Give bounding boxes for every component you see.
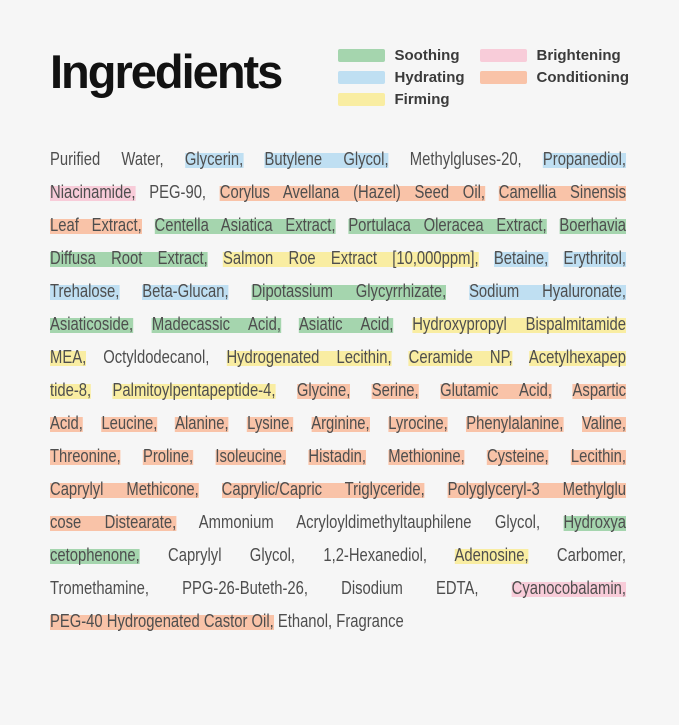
legend-swatch-hydrating [338, 71, 385, 84]
ingredient-highlight-soothing: Asiaticoside, [50, 313, 134, 334]
ingredient-highlight-conditioning: Arginine, [311, 412, 370, 433]
ingredient-highlight-soothing: Hydroxya [563, 511, 626, 532]
ingredient-text: Ethanol, Fragrance [273, 610, 404, 631]
ingredients-line-13 [50, 538, 626, 571]
ingredient-text [229, 412, 248, 433]
legend-item-hydrating [338, 70, 465, 84]
ingredient-text [121, 445, 143, 466]
ingredient-highlight-conditioning: Phenylalanine, [466, 412, 564, 433]
ingredients-line-6 [50, 307, 626, 340]
ingredient-highlight-soothing: Centella Asiatica Extract, [154, 214, 336, 235]
ingredient-text [563, 412, 582, 433]
ingredient-highlight-firming: tide-8, [50, 379, 92, 400]
ingredient-text: Tromethamine, PPG-26-Buteth-26, Disodium EDTA, [50, 577, 512, 598]
ingredient-text [193, 445, 215, 466]
ingredient-highlight-hydrating: Beta-Glucan, [142, 280, 229, 301]
ingredient-highlight-conditioning: Isoleucine, [215, 445, 287, 466]
page-title: Ingredients [50, 45, 282, 98]
ingredient-text [157, 412, 175, 433]
legend-column-2 [480, 48, 629, 106]
ingredient-highlight-brightening: Cyanocobalamin, [511, 577, 626, 598]
ingredient-text [229, 280, 252, 301]
ingredient-text [281, 313, 299, 334]
ingredient-highlight-conditioning: Polyglyceryl-3 Methylglu [447, 478, 626, 499]
legend-label-conditioning: Conditioning [536, 68, 629, 86]
ingredient-highlight-soothing: Diffusa Root Extract, [50, 247, 208, 268]
ingredient-highlight-conditioning: Leaf Extract, [50, 214, 142, 235]
ingredient-text [275, 379, 296, 400]
ingredient-text [552, 379, 573, 400]
ingredient-highlight-soothing: Portulaca Oleracea Extract, [348, 214, 547, 235]
ingredient-text [336, 214, 349, 235]
ingredient-highlight-soothing: cetophenone, [50, 544, 140, 565]
legend-item-soothing [338, 48, 465, 62]
ingredient-highlight-conditioning: PEG-40 Hydrogenated Castor Oil, [50, 610, 274, 631]
ingredient-highlight-conditioning: Proline, [142, 445, 194, 466]
ingredient-highlight-firming: Adenosine, [454, 544, 529, 565]
ingredient-highlight-hydrating: Glycerin, [184, 148, 244, 169]
ingredients-section [50, 142, 629, 637]
legend-column-1 [338, 48, 465, 106]
ingredient-highlight-firming: Palmitoylpentapeptide-4, [112, 379, 276, 400]
ingredients-line-12 [50, 505, 626, 538]
ingredient-highlight-conditioning: Valine, [581, 412, 626, 433]
ingredient-highlight-firming: Acetylhexapep [528, 346, 626, 367]
ingredient-highlight-conditioning: Lyrocine, [388, 412, 448, 433]
ingredient-text [425, 478, 448, 499]
ingredient-highlight-conditioning: Lysine, [247, 412, 294, 433]
ingredient-text [91, 379, 112, 400]
ingredients-line-3 [50, 208, 626, 241]
ingredient-text [547, 214, 560, 235]
legend [338, 48, 629, 106]
ingredient-highlight-conditioning: Serine, [371, 379, 419, 400]
ingredient-text: PEG-90, [135, 181, 220, 202]
ingredient-text [465, 445, 487, 466]
ingredients-infographic [0, 46, 679, 725]
ingredient-text [446, 280, 469, 301]
ingredient-highlight-conditioning: Glutamic Acid, [440, 379, 552, 400]
ingredient-highlight-hydrating: Betaine, [493, 247, 549, 268]
ingredient-highlight-conditioning: Methionine, [388, 445, 465, 466]
ingredients-line-2 [50, 175, 626, 208]
ingredient-highlight-conditioning: Caprylyl Methicone, [50, 478, 199, 499]
legend-label-hydrating: Hydrating [394, 68, 465, 86]
ingredient-text: Methylgluses-20, [388, 148, 543, 169]
ingredient-highlight-conditioning: Aspartic [572, 379, 626, 400]
ingredient-text [393, 313, 412, 334]
legend-label-firming: Firming [394, 90, 450, 108]
ingredient-text [366, 445, 388, 466]
ingredient-text [243, 148, 264, 169]
ingredient-highlight-firming: Ceramide NP, [408, 346, 513, 367]
ingredient-text [548, 247, 563, 268]
ingredient-highlight-conditioning: cose Distearate, [50, 511, 177, 532]
legend-item-firming [338, 92, 465, 106]
ingredient-highlight-conditioning: Threonine, [50, 445, 121, 466]
ingredient-text [142, 214, 155, 235]
ingredient-highlight-conditioning: Camellia Sinensis [498, 181, 626, 202]
ingredients-line-5 [50, 274, 626, 307]
ingredient-highlight-conditioning: Histadin, [308, 445, 366, 466]
ingredient-highlight-conditioning: Cysteine, [486, 445, 549, 466]
ingredient-text: Caprylyl Glycol, 1,2-Hexanediol, [139, 544, 455, 565]
legend-label-brightening: Brightening [536, 46, 621, 64]
ingredient-highlight-hydrating: Trehalose, [50, 280, 120, 301]
legend-label-soothing: Soothing [394, 46, 460, 64]
ingredient-highlight-conditioning: Leucine, [101, 412, 158, 433]
ingredient-highlight-firming: Salmon Roe Extract [10,000ppm], [223, 247, 479, 268]
ingredients-line-4 [50, 241, 626, 274]
legend-swatch-firming [338, 93, 385, 106]
ingredient-text [294, 412, 312, 433]
legend-swatch-soothing [338, 49, 385, 62]
ingredient-text [119, 280, 142, 301]
ingredient-text [83, 412, 102, 433]
ingredient-highlight-firming: Hydrogenated Lecithin, [226, 346, 392, 367]
ingredients-list [50, 142, 626, 637]
ingredient-text [286, 445, 308, 466]
ingredient-text [199, 478, 222, 499]
ingredient-highlight-hydrating: Butylene Glycol, [264, 148, 389, 169]
ingredient-text [133, 313, 152, 334]
ingredient-text [485, 181, 499, 202]
ingredient-highlight-soothing: Dipotassium Glycyrrhizate, [251, 280, 447, 301]
ingredient-text: Purified Water, [50, 148, 185, 169]
ingredient-highlight-conditioning: Corylus Avellana (Hazel) Seed Oil, [219, 181, 486, 202]
legend-item-conditioning [480, 70, 629, 84]
ingredients-line-10 [50, 439, 626, 472]
ingredient-text [208, 247, 223, 268]
ingredient-text [419, 379, 440, 400]
ingredient-highlight-brightening: Niacinamide, [50, 181, 136, 202]
ingredients-line-1 [50, 142, 626, 175]
ingredient-text [448, 412, 467, 433]
ingredient-text [513, 346, 529, 367]
ingredient-text [549, 445, 571, 466]
ingredient-highlight-conditioning: Lecithin, [570, 445, 626, 466]
ingredient-highlight-firming: MEA, [50, 346, 87, 367]
ingredient-text: Ammonium Acryloyldimethyltauphilene Glycol, [176, 511, 564, 532]
ingredients-line-11 [50, 472, 626, 505]
ingredient-highlight-soothing: Asiatic Acid, [298, 313, 394, 334]
ingredient-highlight-conditioning: Caprylic/Capric Triglyceride, [221, 478, 425, 499]
ingredient-highlight-hydrating: Propanediol, [542, 148, 626, 169]
ingredient-highlight-conditioning: Acid, [50, 412, 83, 433]
ingredients-line-9 [50, 406, 626, 439]
ingredient-highlight-conditioning: Alanine, [175, 412, 229, 433]
ingredient-text [392, 346, 409, 367]
ingredient-highlight-conditioning: Glycine, [296, 379, 351, 400]
ingredients-line-15 [50, 604, 626, 637]
ingredient-highlight-soothing: Madecassic Acid, [151, 313, 281, 334]
ingredient-highlight-soothing: Boerhavia [559, 214, 626, 235]
ingredients-line-14 [50, 571, 626, 604]
ingredients-line-8 [50, 373, 626, 406]
legend-swatch-conditioning [480, 71, 527, 84]
header [50, 46, 629, 112]
ingredient-highlight-hydrating: Sodium Hyaluronate, [469, 280, 626, 301]
ingredient-text [350, 379, 371, 400]
ingredients-line-7 [50, 340, 626, 373]
ingredient-highlight-hydrating: Erythritol, [563, 247, 626, 268]
legend-swatch-brightening [480, 49, 527, 62]
ingredient-text [370, 412, 389, 433]
ingredient-text: Octyldodecanol, [86, 346, 227, 367]
ingredient-text [479, 247, 494, 268]
legend-item-brightening [480, 48, 629, 62]
ingredient-highlight-firming: Hydroxypropyl Bispalmitamide [412, 313, 626, 334]
ingredient-text: Carbomer, [528, 544, 626, 565]
